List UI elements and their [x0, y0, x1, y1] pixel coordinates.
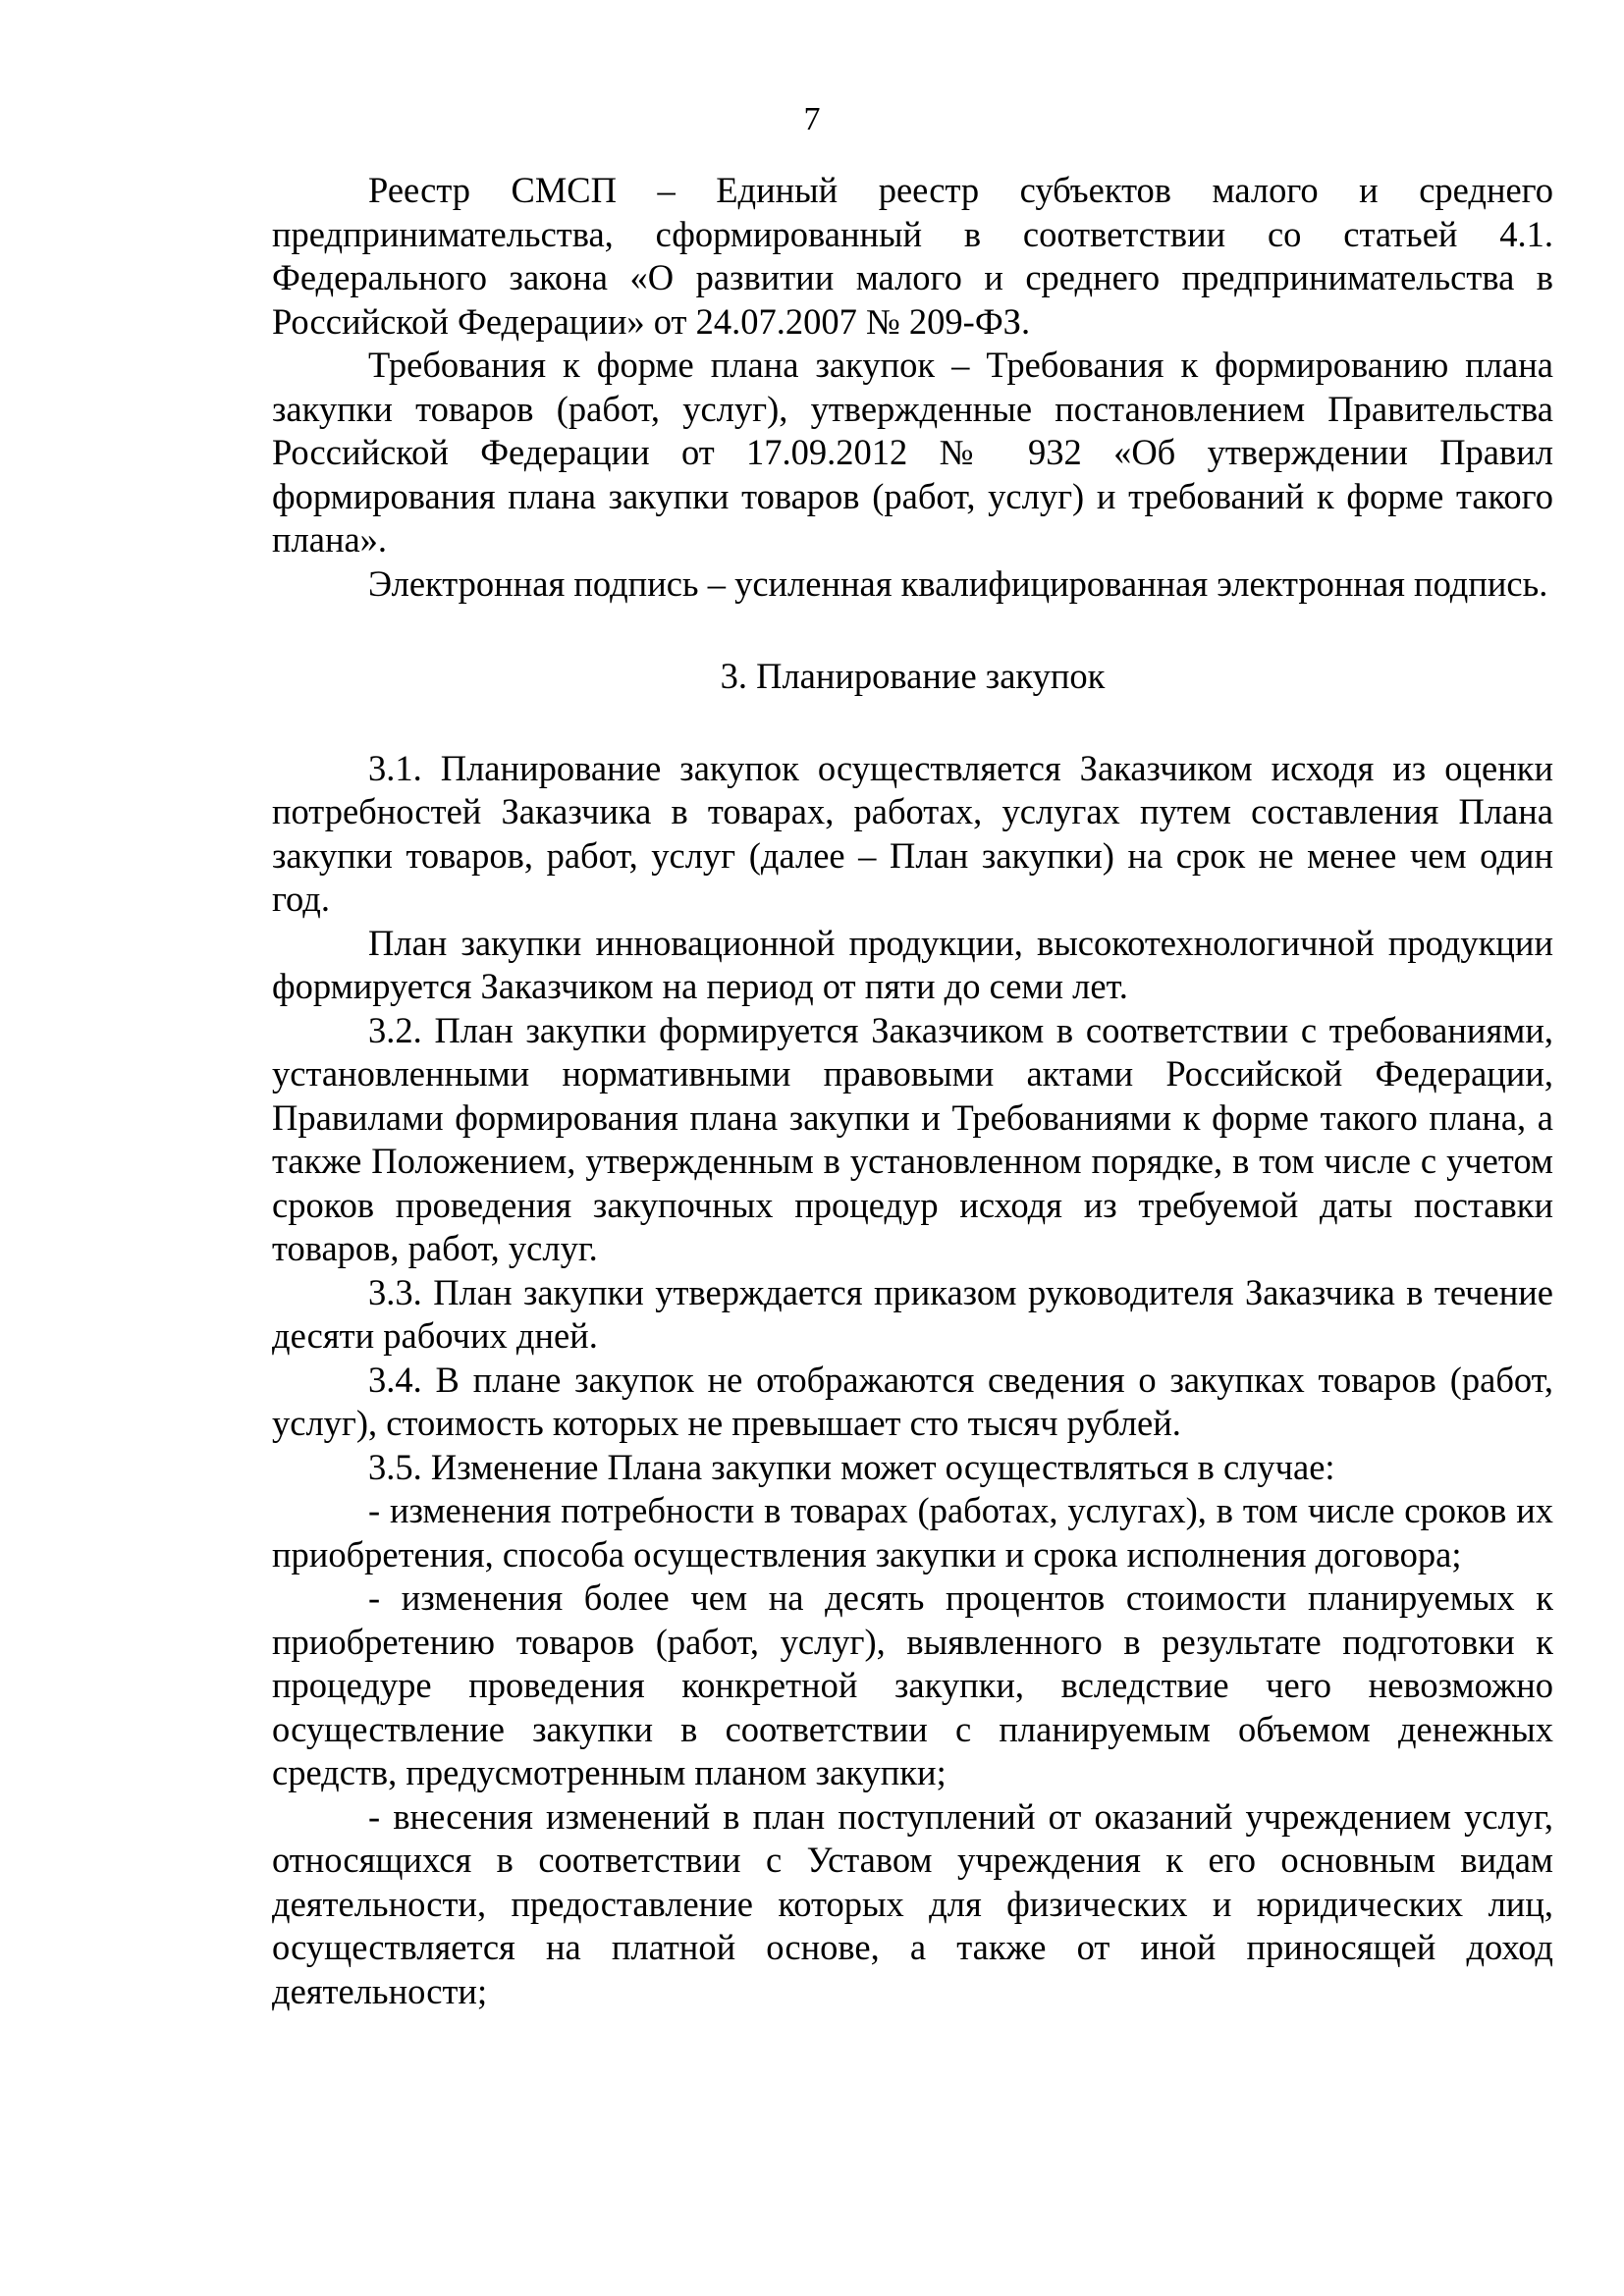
- definition-smsp-registry: Реестр СМСП – Единый реестр субъектов малого и среднего предпринимательства, сформированный в соответствии со статьей 4.1. Федерального закона «О развитии малого и среднего предпринимательства в Российской Федерации» от 24.07.2007 № 209-ФЗ.: [272, 170, 1553, 342]
- paragraph-3-2: 3.2. План закупки формируется Заказчиком в соответствии с требованиями, установленными нормативными правовыми актами Российской Федерации, Правилами формирования плана закупки и Требованиями к форме такого плана, а также Положением, утвержденным в установленном порядке, в том числе с учетом сроков проведения закупочных процедур исходя из требуемой даты поставки товаров, работ, услуг.: [272, 1009, 1553, 1268]
- paragraph-innovation-plan: План закупки инновационной продукции, высокотехнологичной продукции формируется Заказчиком на период от пяти до семи лет.: [272, 922, 1553, 1006]
- definition-electronic-signature: Электронная подпись – усиленная квалифицированная электронная подпись.: [368, 562, 1548, 604]
- paragraph-3-4: 3.4. В плане закупок не отображаются сведения о закупках товаров (работ, услуг), стоимость которых не превышает сто тысяч рублей.: [272, 1359, 1553, 1443]
- page-number: 7: [803, 101, 821, 137]
- paragraph-3-5: 3.5. Изменение Плана закупки может осуществляться в случае:: [368, 1446, 1335, 1487]
- paragraph-3-1: 3.1. Планирование закупок осуществляется Заказчиком исходя из оценки потребностей Заказчика в товарах, работах, услугах путем составления Плана закупки товаров, работ, услуг (далее – План закупки) на срок не менее чем один год.: [272, 747, 1553, 919]
- list-item: - изменения более чем на десять процентов стоимости планируемых к приобретению товаров (работ, услуг), выявленного в результате подготовки к процедуре проведения конкретной закупки, вследствие чего невозможно осуществление закупки в соответствии с планируемым объемом денежных средств, предусмотренным планом закупки;: [272, 1577, 1553, 1792]
- list-item: - изменения потребности в товарах (работах, услугах), в том числе сроков их приобретения, способа осуществления закупки и срока исполнения договора;: [272, 1490, 1553, 1575]
- document-body: [272, 169, 1553, 2013]
- section-heading: 3. Планирование закупок: [720, 656, 1106, 696]
- paragraph-3-3: 3.3. План закупки утверждается приказом руководителя Заказчика в течение десяти рабочих дней.: [272, 1271, 1553, 1356]
- list-item: - внесения изменений в план поступлений от оказаний учреждением услуг, относящихся в соответствии с Уставом учреждения к его основным видам деятельности, предоставление которых для физических и юридических лиц, осуществляется на платной основе, а также от иной приносящей доход деятельности;: [272, 1795, 1553, 2011]
- definition-plan-form-requirements: Требования к форме плана закупок – Требования к формированию плана закупки товаров (работ, услуг), утвержденные постановлением Правительства Российской Федерации от 17.09.2012 № 932 «Об утверждении Правил формирования плана закупки товаров (работ, услуг) и требований к форме такого плана».: [272, 345, 1553, 560]
